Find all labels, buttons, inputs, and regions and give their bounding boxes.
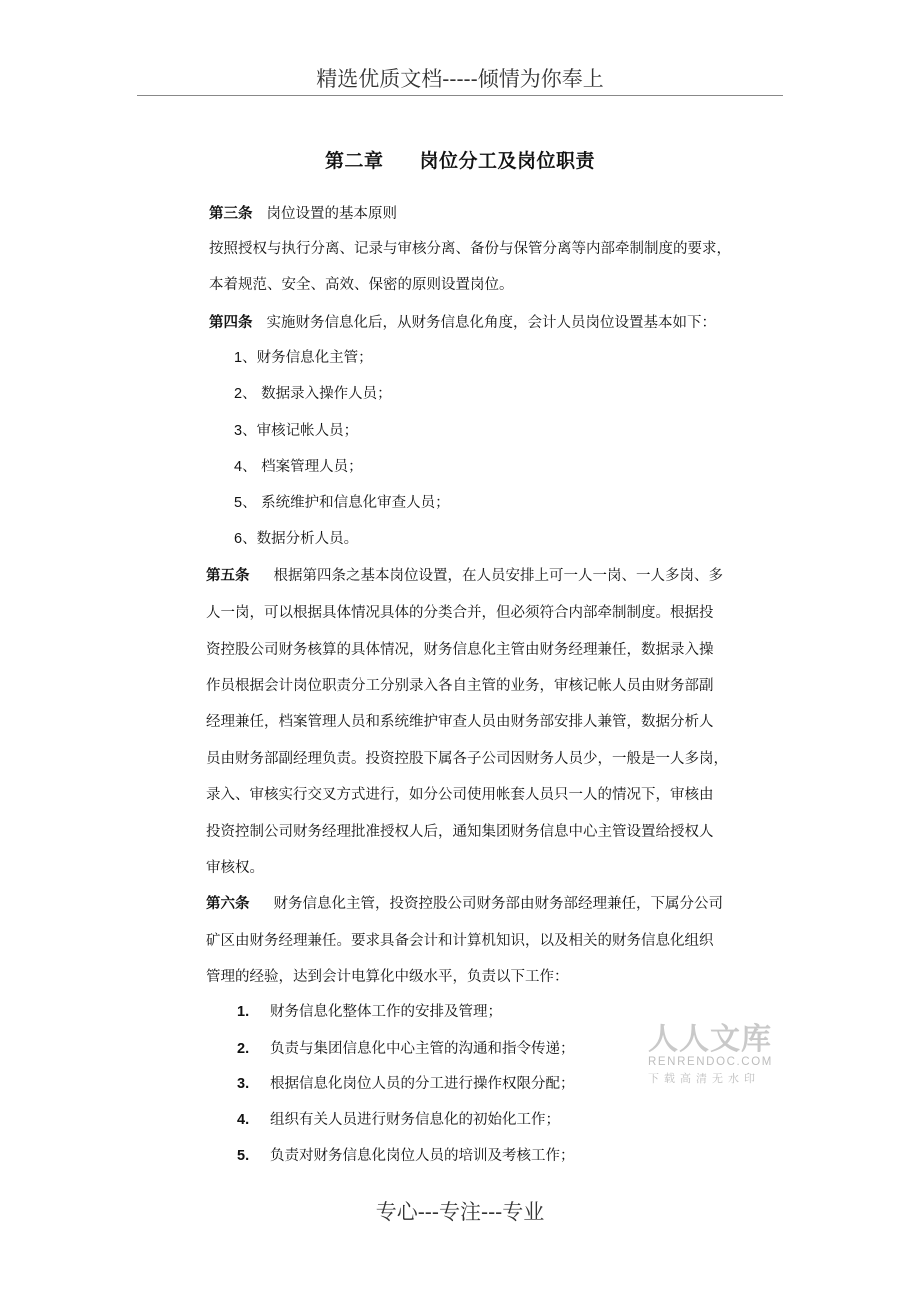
list-item xyxy=(234,529,358,549)
watermark-url: RENRENDOC.COM xyxy=(648,1056,773,1068)
list-item-number: 5. xyxy=(237,1148,250,1164)
list-item xyxy=(237,1039,575,1059)
article-5-line: 员由财务部副经理负责。投资控股下属各子公司因财务人员少，一般是一人多岗， xyxy=(206,751,728,767)
list-item xyxy=(237,1074,575,1094)
list-item-number: 6 xyxy=(234,531,243,547)
list-item-text: 负责对财务信息化岗位人员的培训及考核工作； xyxy=(270,1148,575,1164)
article-5-label: 第五条 xyxy=(206,568,250,584)
list-item-text: 根据信息化岗位人员的分工进行操作权限分配； xyxy=(270,1076,575,1092)
list-item-number: 2 xyxy=(234,386,243,402)
list-item-number: 3. xyxy=(237,1076,250,1092)
chapter-heading: 岗位分工及岗位职责 xyxy=(419,150,596,172)
list-item xyxy=(234,384,392,404)
article-4-label: 第四条 xyxy=(209,315,253,331)
chapter-title xyxy=(0,146,920,173)
header-divider xyxy=(137,95,783,96)
watermark-subtitle: 下载高清无水印 xyxy=(648,1072,760,1085)
list-item-number: 1 xyxy=(234,350,243,366)
article-4-heading xyxy=(209,313,716,333)
article-5-line: 投资控制公司财务经理批准授权人后，通知集团财务信息中心主管设置给授权人 xyxy=(206,824,714,840)
list-item xyxy=(234,457,363,477)
article-4-intro: 实施财务信息化后，从财务信息化角度，会计人员岗位设置基本如下： xyxy=(266,315,716,331)
article-6-line: 管理的经验，达到会计电算化中级水平，负责以下工作： xyxy=(206,969,569,985)
article-5-line: 人一岗，可以根据具体情况具体的分类合并，但必须符合内部牵制制度。根据投 xyxy=(206,605,714,621)
list-item-text: 、 数据录入操作人员； xyxy=(242,386,392,402)
watermark xyxy=(648,1014,773,1086)
article-3-label: 第三条 xyxy=(209,206,253,222)
article-5-line: 资控股公司财务核算的具体情况，财务信息化主管由财务经理兼任，数据录入操 xyxy=(206,642,714,658)
list-item-number: 1. xyxy=(237,1004,250,1020)
chapter-number: 第二章 xyxy=(324,150,384,172)
list-item xyxy=(237,1002,502,1022)
list-item-number: 5 xyxy=(234,495,243,511)
article-3-heading xyxy=(209,204,397,224)
list-item-number: 4. xyxy=(237,1112,250,1128)
page-header: 精选优质文档-----倾情为你奉上 xyxy=(316,67,604,91)
article-5-first-line: 根据第四条之基本岗位设置，在人员安排上可一人一岗、一人多岗、多 xyxy=(273,568,723,584)
list-item xyxy=(234,348,373,368)
article-3-title: 岗位设置的基本原则 xyxy=(266,206,397,222)
list-item xyxy=(234,421,358,441)
list-item-text: 负责与集团信息化中心主管的沟通和指令传递； xyxy=(270,1041,575,1057)
list-item xyxy=(237,1146,575,1166)
article-5-line: 录入、审核实行交叉方式进行，如分公司使用帐套人员只一人的情况下，审核由 xyxy=(206,787,714,803)
watermark-logo-text: 人人文库 xyxy=(648,1022,772,1057)
list-item xyxy=(237,1110,560,1130)
list-item-number: 4 xyxy=(234,459,243,475)
article-6-label: 第六条 xyxy=(206,896,250,912)
list-item xyxy=(234,493,450,513)
page-footer: 专心---专注---专业 xyxy=(375,1200,545,1224)
list-item-text: 财务信息化整体工作的安排及管理； xyxy=(270,1004,502,1020)
article-3-line: 本着规范、安全、高效、保密的原则设置岗位。 xyxy=(209,277,514,293)
article-6-heading xyxy=(206,894,723,914)
article-5-line: 作员根据会计岗位职责分工分别录入各自主管的业务，审核记帐人员由财务部副 xyxy=(206,678,714,694)
article-5-heading xyxy=(206,566,723,586)
list-item-number: 3 xyxy=(234,423,243,439)
list-item-text: 、审核记帐人员； xyxy=(242,423,359,439)
article-6-first-line: 财务信息化主管，投资控股公司财务部由财务部经理兼任，下属分公司 xyxy=(273,896,723,912)
list-item-text: 、数据分析人员。 xyxy=(242,531,359,547)
article-3-line: 按照授权与执行分离、记录与审核分离、备份与保管分离等内部牵制制度的要求， xyxy=(209,241,731,257)
article-5-line: 经理兼任，档案管理人员和系统维护审查人员由财务部安排人兼管，数据分析人 xyxy=(206,714,714,730)
list-item-text: 组织有关人员进行财务信息化的初始化工作； xyxy=(270,1112,560,1128)
article-5-line: 审核权。 xyxy=(206,860,264,876)
list-item-text: 、 系统维护和信息化审查人员； xyxy=(242,495,450,511)
article-6-line: 矿区由财务经理兼任。要求具备会计和计算机知识，以及相关的财务信息化组织 xyxy=(206,933,714,949)
list-item-number: 2. xyxy=(237,1041,250,1057)
list-item-text: 、 档案管理人员； xyxy=(242,459,363,475)
list-item-text: 、财务信息化主管； xyxy=(242,350,373,366)
